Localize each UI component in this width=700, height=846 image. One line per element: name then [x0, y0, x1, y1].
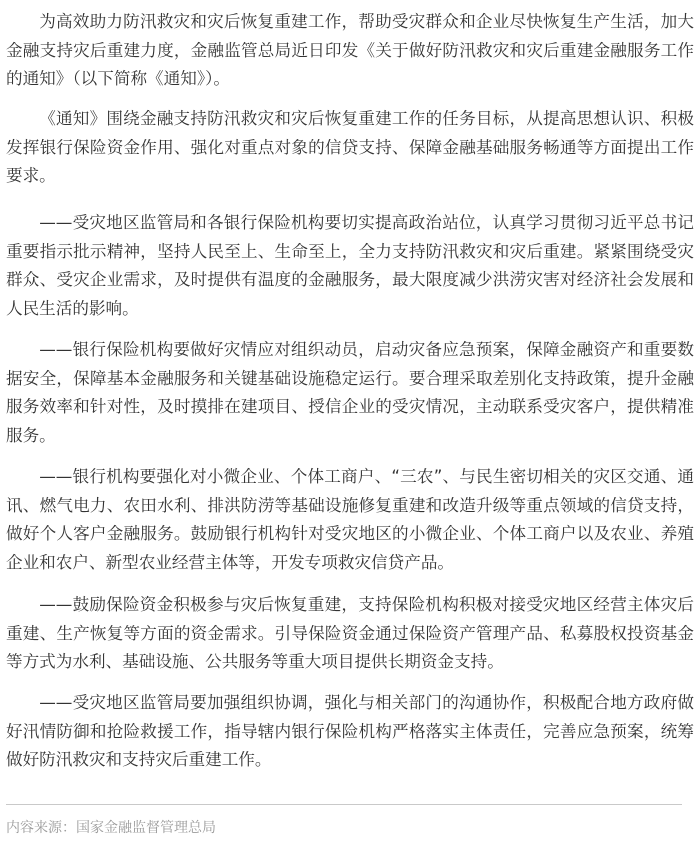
paragraph-regional-coordination: ——受灾地区监管局要加强组织协调，强化与相关部门的沟通协作，积极配合地方政府做好汛情防御和抢险救援工作，指导辖内银行保险机构严格落实主体责任，完善应急预案，统筹做好防汛救灾和支持灾后重建工作。: [6, 693, 694, 769]
paragraph-regulators-political-stance: ——受灾地区监管局和各银行保险机构要切实提高政治站位，认真学习贯彻习近平总书记重要指示批示精神，坚持人民至上、生命至上，全力支持防汛救灾和灾后重建。紧紧围绕受灾群众、受灾企业需求，及时提供有温度的金融服务，最大限度减少洪涝灾害对经济社会发展和人民生活的影响。: [6, 213, 694, 318]
paragraph-insurance-funds: ——鼓励保险资金积极参与灾后恢复重建，支持保险机构积极对接受灾地区经营主体灾后重建、生产恢复等方面的资金需求。引导保险资金通过保险资产管理产品、私募股权投资基金等方式为水利、基础设施、公共服务等重大项目提供长期资金支持。: [6, 595, 694, 671]
paragraph-notice-summary: 《通知》围绕金融支持防汛救灾和灾后恢复重建工作的任务目标，从提高思想认识、积极发挥银行保险资金作用、强化对重点对象的信贷支持、保障金融基础服务畅通等方面提出工作要求。: [6, 109, 694, 185]
source-divider: [6, 804, 682, 805]
paragraph-bank-credit-support: ——银行机构要强化对小微企业、个体工商户、“三农”、与民生密切相关的灾区交通、通讯、燃气电力、农田水利、排洪防涝等基础设施修复重建和改造升级等重点领域的信贷支持，做好个人客户金融服务。鼓励银行机构针对受灾地区的小微企业、个体工商户以及农业、养殖企业和农户、新型农业经营主体等，开发专项救灾信贷产品。: [6, 467, 694, 572]
paragraph-disaster-response: ——银行保险机构要做好灾情应对组织动员，启动灾备应急预案，保障金融资产和重要数据安全，保障基本金融服务和关键基础设施稳定运行。要合理采取差别化支持政策，提升金融服务效率和针对性，及时摸排在建项目、授信企业的受灾情况，主动联系受灾客户，提供精准服务。: [6, 340, 694, 445]
content-source: 内容来源：国家金融监督管理总局: [6, 820, 216, 836]
paragraph-intro: 为高效助力防汛救灾和灾后恢复重建工作，帮助受灾群众和企业尽快恢复生产生活，加大金融支持灾后重建力度，金融监管总局近日印发《关于做好防汛救灾和灾后重建金融服务工作的通知》（以下简称《通知》）。: [6, 12, 694, 88]
